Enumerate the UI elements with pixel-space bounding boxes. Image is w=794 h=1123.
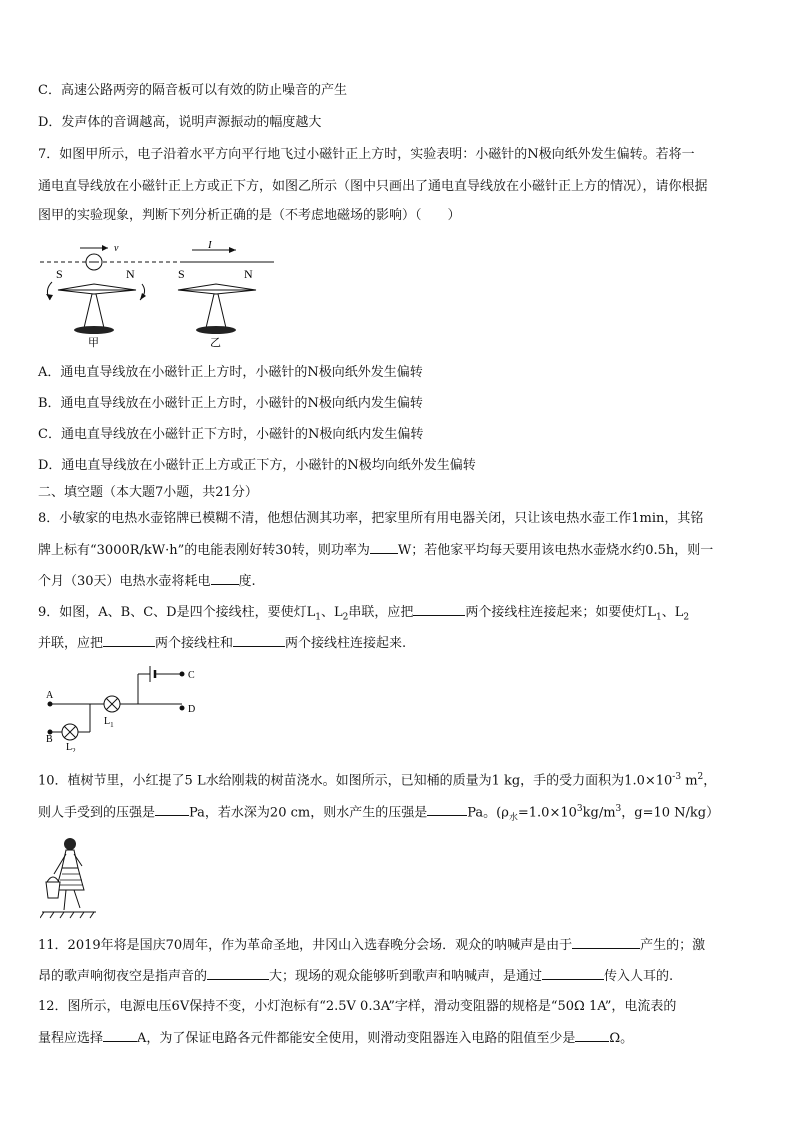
option-b-q7: B．通电直导线放在小磁针正上方时，小磁针的N极向纸内发生偏转 — [38, 396, 423, 411]
superscript: 3 — [576, 804, 583, 814]
velocity-label: v — [114, 243, 119, 254]
q9-text: 9．如图，A、B、C、D是四个接线柱，要使灯L — [38, 605, 316, 620]
question-9-line1 — [38, 603, 689, 627]
q8-text-2: W；若他家平均每天要用该电热水壶烧水约0.5h，则一 — [397, 543, 714, 558]
q12-text: Ω。 — [609, 1031, 634, 1046]
option-d-q7: D．通电直导线放在小磁针正上方或正下方，小磁针的N极均向纸外发生偏转 — [38, 458, 476, 473]
question-7-line3: 图甲的实验现象，判断下列分析正确的是（不考虑地磁场的影响）（ ） — [38, 208, 461, 223]
q9-text: 并联，应把 — [38, 636, 104, 651]
answer-blank[interactable] — [103, 634, 155, 647]
figure-yi-label: 乙 — [210, 337, 221, 349]
q12-text: 量程应选择 — [38, 1031, 104, 1046]
question-11-line2 — [38, 967, 673, 986]
terminal-a-label: A — [46, 690, 54, 701]
s-pole-label: S — [56, 267, 63, 281]
q9-text: 、L — [661, 605, 684, 620]
subscript: 1 — [655, 612, 662, 623]
terminal-d-label: D — [188, 704, 196, 715]
q12-text: A，为了保证电路各元件都能安全使用，则滑动变阻器连入电路的阻值至少是 — [137, 1031, 576, 1046]
q9-text: 两个接线柱和 — [155, 636, 234, 651]
option-c-q6: C．高速公路两旁的隔音板可以有效的防止噪音的产生 — [38, 83, 347, 98]
superscript: -3 — [672, 772, 682, 782]
terminal-b-label: B — [46, 734, 53, 745]
question-12-line2 — [38, 1029, 633, 1048]
lamp-l1-label: $L_1$ — [104, 716, 114, 729]
question-12-line1: 12．图所示，电源电压6V保持不变，小灯泡标有“2.5V 0.3A”字样，滑动变阻器的规格是“50Ω 1A”，电流表的 — [38, 999, 677, 1014]
subscript: 水 — [508, 812, 518, 823]
lamp-l2-label: $L_2$ — [66, 742, 76, 752]
q8-text-4: 度. — [238, 574, 256, 589]
magnet-needle-figure — [36, 238, 276, 350]
q10-text: m — [681, 773, 698, 789]
superscript: 3 — [615, 804, 622, 814]
q11-text: 大；现场的观众能够听到歌声和呐喊声，是通过 — [269, 969, 543, 984]
answer-blank[interactable] — [413, 603, 465, 616]
option-d-q6: D．发声体的音调越高，说明声源振动的幅度越大 — [38, 115, 322, 130]
section-2-heading: 二、填空题（本大题7小题，共21分） — [38, 485, 258, 500]
question-11-line1 — [38, 936, 705, 955]
question-9-line2 — [38, 634, 406, 653]
n-pole-label-2: N — [244, 267, 253, 281]
q10-text: 10．植树节里，小红提了5 L水给刚栽的树苗浇水。如图所示，已知桶的质量为1 kg，手的受力面积为1.0×10 — [38, 773, 673, 789]
answer-blank[interactable] — [207, 967, 269, 980]
answer-blank[interactable] — [103, 1029, 137, 1042]
question-7-line2: 通电直导线放在小磁针正上方或正下方，如图乙所示（图中只画出了通电直导线放在小磁针正上方的情况），请你根据 — [38, 179, 708, 194]
q10-text: ，g=10 N/kg） — [621, 805, 720, 821]
option-c-q7: C．通电直导线放在小磁针正下方时，小磁针的N极向纸内发生偏转 — [38, 427, 424, 442]
subscript: 1 — [315, 612, 321, 623]
answer-blank[interactable] — [155, 803, 189, 816]
q10-text: 则人手受到的压强是 — [38, 805, 156, 821]
q11-text: 11．2019年将是国庆70周年，作为革命圣地，井冈山入选春晚分会场．观众的呐喊声是由于 — [38, 938, 573, 953]
q11-text: 产生的；激 — [640, 938, 706, 953]
figure-jia-label: 甲 — [88, 337, 99, 349]
q10-text: Pa。(ρ — [467, 805, 509, 821]
q9-text: 两个接线柱连接起来；如要使灯L — [465, 605, 656, 620]
answer-blank[interactable] — [211, 572, 239, 585]
option-a-q7: A．通电直导线放在小磁针正上方时，小磁针的N极向纸外发生偏转 — [38, 365, 423, 380]
q10-text: =1.0×10 — [517, 805, 577, 821]
q10-text: kg/m — [582, 805, 616, 821]
answer-blank[interactable] — [233, 634, 285, 647]
q8-text-3: 个月（30天）电热水壶将耗电 — [38, 574, 211, 589]
superscript: 2 — [697, 772, 704, 782]
q8-text-1: 牌上标有“3000R/kW·h”的电能表刚好转30转，则功率为 — [38, 543, 370, 558]
q10-text: ， — [703, 773, 717, 789]
question-8-line1: 8．小敏家的电热水壶铭牌已模糊不清，他想估测其功率，把家里所有用电器关闭，只让该电热水壶工作1min，其铭 — [38, 511, 704, 526]
girl-with-bucket-figure — [40, 834, 98, 920]
q11-text: 传入人耳的. — [604, 969, 674, 984]
q11-text: 昂的歌声响彻夜空是指声音的 — [38, 969, 208, 984]
question-10-line2 — [38, 800, 719, 827]
terminal-c-label: C — [188, 670, 195, 681]
question-7-line1: 7．如图甲所示，电子沿着水平方向平行地飞过小磁针正上方时，实验表明：小磁针的N极向纸外发生偏转。若将一 — [38, 147, 695, 162]
current-label: I — [208, 239, 212, 251]
q10-text: Pa，若水深为20 cm，则水产生的压强是 — [189, 805, 428, 821]
question-8-line3 — [38, 572, 256, 591]
answer-blank[interactable] — [542, 967, 604, 980]
answer-blank[interactable] — [572, 936, 640, 949]
subscript: 2 — [683, 612, 690, 623]
s-pole-label-2: S — [178, 267, 185, 281]
question-10-line1 — [38, 768, 716, 790]
subscript: 2 — [342, 612, 349, 623]
question-8-line2 — [38, 541, 713, 560]
answer-blank[interactable] — [370, 541, 398, 554]
answer-blank[interactable] — [575, 1029, 609, 1042]
q9-text: 两个接线柱连接起来. — [285, 636, 407, 651]
q9-text: 、L — [320, 605, 343, 620]
circuit-figure — [40, 660, 210, 752]
n-pole-label: N — [126, 267, 135, 281]
q9-text: 串联，应把 — [348, 605, 414, 620]
answer-blank[interactable] — [427, 803, 467, 816]
